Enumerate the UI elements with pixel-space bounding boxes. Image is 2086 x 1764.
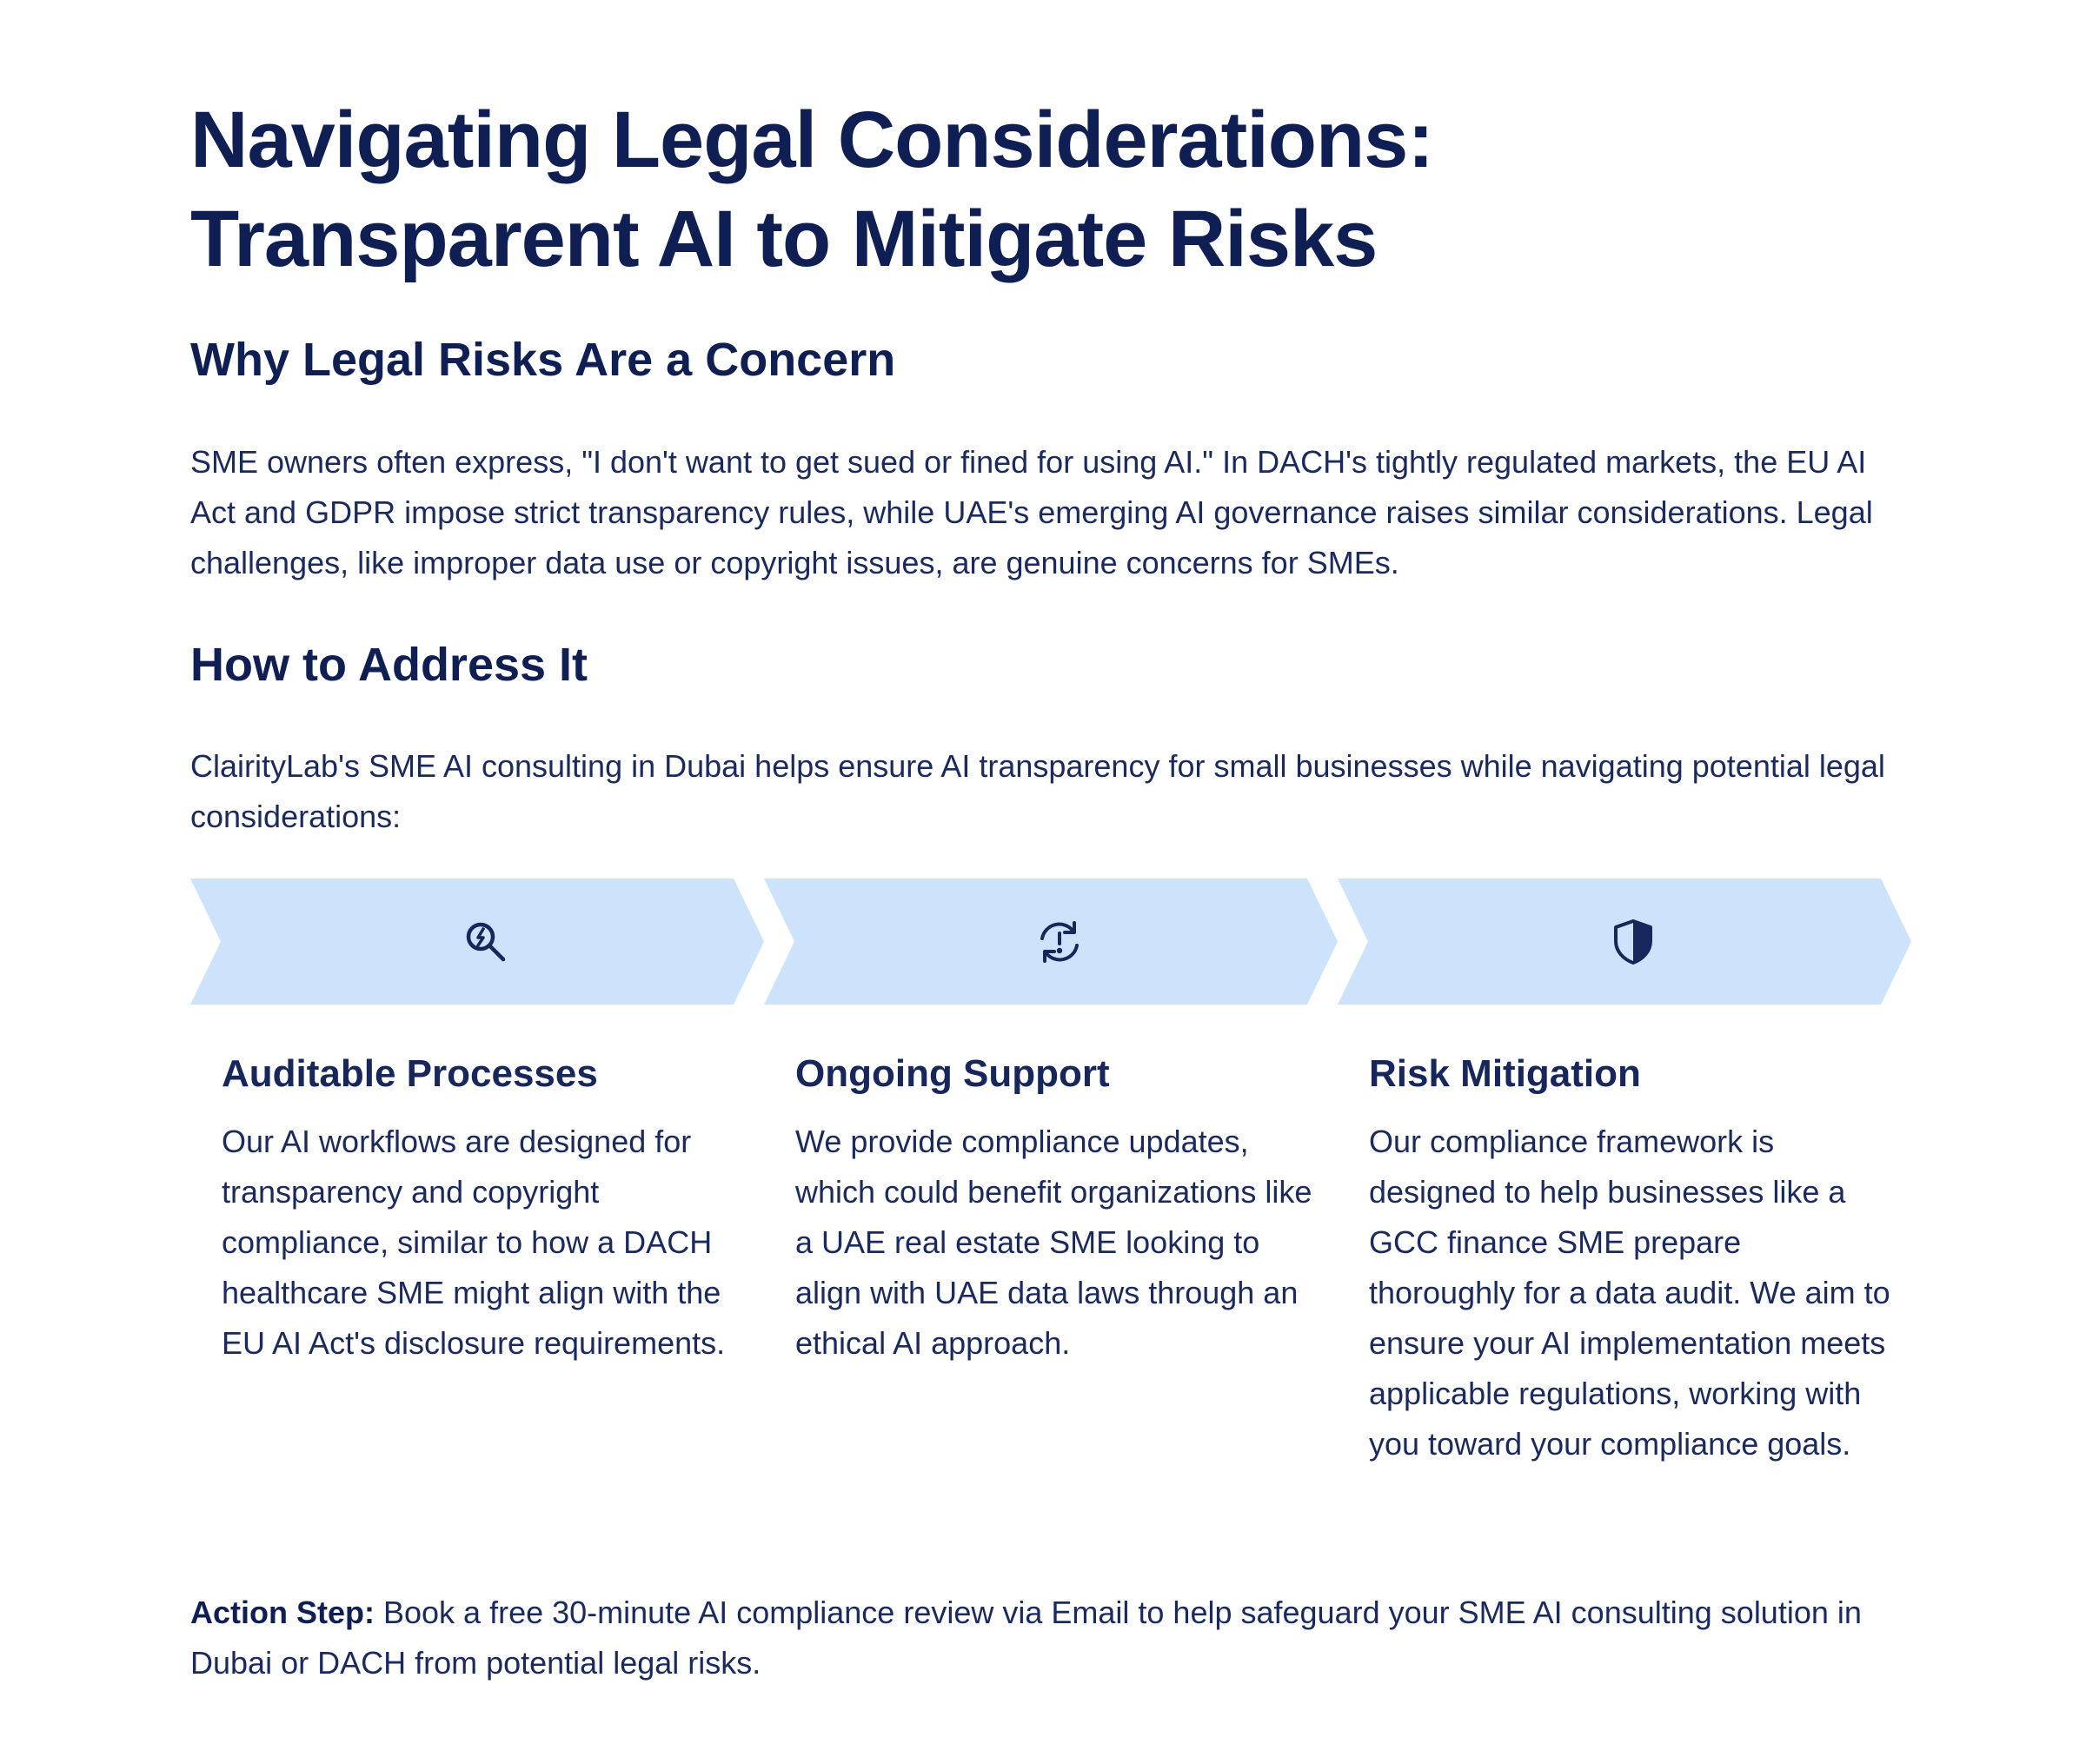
action-step-paragraph: [190, 1588, 1911, 1688]
shield-icon: [1607, 916, 1659, 968]
why-heading: Why Legal Risks Are a Concern: [190, 334, 896, 386]
page-title-line-1: Navigating Legal Considerations:: [190, 96, 1433, 184]
search-audit-icon: [460, 916, 512, 968]
step-description: We provide compliance updates, which could benefit organizations like a UAE real estate SME looking to align with UAE data laws through an ethical AI approach.: [795, 1124, 1312, 1361]
step-description: Our AI workflows are designed for transparency and copyright compliance, similar to how a DACH healthcare SME might align with the EU AI Act's disclosure requirements.: [222, 1124, 726, 1361]
how-heading: How to Address It: [190, 639, 588, 691]
action-step-text: Book a free 30-minute AI compliance review via Email to help safeguard your SME AI consulting solution in Dubai or DACH from potential legal risks.: [190, 1595, 1862, 1681]
page-title-line-2: Transparent AI to Mitigate Risks: [190, 195, 1378, 283]
step-card-support: [795, 1050, 1317, 1369]
how-paragraph: ClairityLab's SME AI consulting in Dubai helps ensure AI transparency for small businesses while navigating potential legal considerations:: [190, 748, 1885, 834]
step-card-risk: [1369, 1050, 1890, 1469]
step-title: Auditable Processes: [222, 1052, 598, 1095]
step-chevron-risk: [1338, 879, 1911, 1005]
step-chevron-support: [764, 879, 1338, 1005]
step-card-auditable: [222, 1050, 743, 1369]
refresh-alert-icon: [1033, 916, 1086, 968]
process-steps: [190, 879, 1911, 1005]
action-step-label: Action Step:: [190, 1595, 375, 1630]
step-description: Our compliance framework is designed to help businesses like a GCC finance SME prepare thoroughly for a data audit. We aim to ensure your AI implementation meets applicable regulations, working with you toward your compliance goals.: [1369, 1124, 1890, 1462]
why-paragraph: SME owners often express, "I don't want to get sued or fined for using AI." In DACH's tightly regulated markets, the EU AI Act and GDPR impose strict transparency rules, while UAE's emerging AI governance raises similar considerations. Legal challenges, like improper data use or copyright issues, are genuine concerns for SMEs.: [190, 444, 1873, 580]
page-title: [190, 90, 1433, 288]
step-title: Risk Mitigation: [1369, 1052, 1641, 1095]
step-chevron-auditable: [190, 879, 764, 1005]
step-title: Ongoing Support: [795, 1052, 1110, 1095]
